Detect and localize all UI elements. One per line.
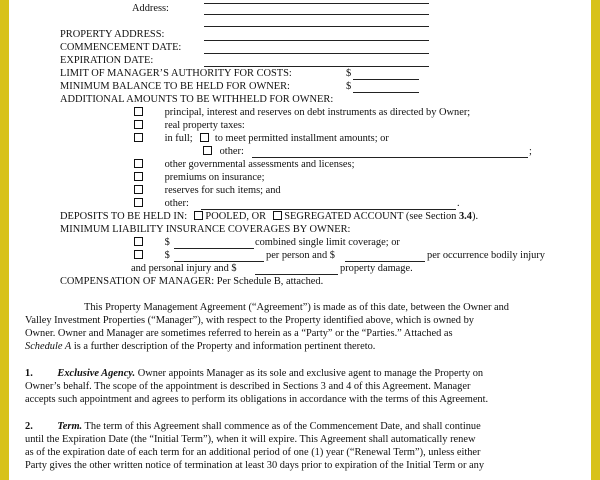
other1-end: ; [529,146,532,157]
document-page [9,0,591,480]
property-address-label: PROPERTY ADDRESS: [60,29,165,40]
expiration-date-label: EXPIRATION DATE: [60,55,154,66]
section-2-number: 2. [25,421,33,432]
per-person-checkbox[interactable] [134,250,143,259]
installment-text: to meet permitted installment amounts; or [214,133,389,144]
segregated-text: SEGREGATED ACCOUNT (see Section [284,211,457,222]
premiums-text: premiums on insurance; [164,172,265,183]
commencement-date-label: COMMENCEMENT DATE: [60,42,182,53]
section-1-line-2: Owner’s behalf. The scope of the appointment is described in Sections 3 and 4 of this Agreement. Manager [25,381,471,392]
in-full-checkbox[interactable] [134,133,143,142]
limit-authority-label: LIMIT OF MANAGER’S AUTHORITY FOR COSTS: [60,68,292,79]
other2-blank[interactable] [201,209,456,210]
premiums-checkbox[interactable] [134,172,143,181]
address-label: Address: [132,3,169,14]
other2-checkbox[interactable] [134,198,143,207]
minimum-balance-label: MINIMUM BALANCE TO BE HELD FOR OWNER: [60,81,290,92]
combined-amount-blank[interactable] [174,248,254,249]
liability-label: MINIMUM LIABILITY INSURANCE COVERAGES BY OWNER: [60,224,351,235]
limit-amount-blank[interactable] [353,79,419,80]
property-damage-amount-blank[interactable] [255,274,338,275]
minimum-dollar-sign: $ [346,81,352,92]
other1-blank[interactable] [252,157,528,158]
combined-dollar: $ [164,237,170,248]
taxes-checkbox[interactable] [134,120,143,129]
intro-line-2: Valley Investment Properties (“Manager”), with respect to the Property identified above, which is owned by [25,315,474,326]
section-1-title: Exclusive Agency. [57,368,136,379]
intro-line-1: This Property Management Agreement (“Agreement”) is made as of this date, between the Owner and [84,302,510,313]
per-person-amount-blank[interactable] [174,261,264,262]
section-1-line-3: accepts such appointment and agrees to perform its obligations in accordance with the terms of this Agreement. [25,394,489,405]
limit-dollar-sign: $ [346,68,352,79]
section-2-line-2: until the Expiration Date (the “Initial Term”), when it will expire. This Agreement shall automatically renew [25,434,476,445]
pooled-text: POOLED, OR [205,211,267,222]
other2-end: . [457,198,460,209]
other1-checkbox[interactable] [203,146,212,155]
taxes-text: real property taxes: [164,120,245,131]
section-1-number: 1. [25,368,33,379]
section-ref: 3.4 [458,211,472,222]
governmental-text: other governmental assessments and licenses; [164,159,355,170]
minimum-amount-blank[interactable] [353,92,419,93]
per-person-dollar: $ [164,250,170,261]
section-2-line-3: as of the expiration date of each term for an additional period of one (1) year (“Renewal Term”), unless either [25,447,481,458]
property-address-blank[interactable] [204,40,429,41]
combined-checkbox[interactable] [134,237,143,246]
deposits-label: DEPOSITS TO BE HELD IN: [60,211,188,222]
per-occurrence-amount-blank[interactable] [345,261,425,262]
schedule-a-ref: Schedule A [25,341,72,352]
governmental-checkbox[interactable] [134,159,143,168]
address-blank[interactable] [204,14,429,15]
commencement-date-blank[interactable] [204,53,429,54]
address-blank-2[interactable] [204,26,429,27]
property-damage-text: property damage. [340,263,413,274]
principal-checkbox[interactable] [134,107,143,116]
reserves-text: reserves for such items; and [164,185,281,196]
section-2-line-4: Party gives the other written notice of termination at least 30 days prior to expiration of the Initial Term or any [25,460,485,471]
intro-line-3: Owner. Owner and Manager are sometimes referred to herein as a “Party” or the “Parties.” Attached as [25,328,453,339]
installment-checkbox[interactable] [200,133,209,142]
section-2-title: Term. [57,421,83,432]
expiration-date-blank[interactable] [204,66,429,67]
per-occurrence-text: per occurrence bodily injury [427,250,546,261]
segregated-checkbox[interactable] [273,211,282,220]
other1-text: other: [219,146,244,157]
owner-name-blank[interactable] [204,3,429,4]
pooled-checkbox[interactable] [194,211,203,220]
intro-line-4: is a further description of the Property and information pertinent thereto. [71,341,376,352]
combined-text: combined single limit coverage; or [255,237,400,248]
compensation-line: COMPENSATION OF MANAGER: Per Schedule B, attached. [60,276,324,287]
personal-injury-text: and personal injury and $ [131,263,237,274]
in-full-text: in full; [164,133,193,144]
section-2-line-1: The term of this Agreement shall commence as of the Commencement Date, and shall continue [82,421,481,432]
section-1-line-1: Owner appoints Manager as its sole and exclusive agent to manage the Property on [135,368,484,379]
reserves-checkbox[interactable] [134,185,143,194]
section-ref-end: ). [471,211,479,222]
principal-text: principal, interest and reserves on debt instruments as directed by Owner; [164,107,471,118]
withheld-label: ADDITIONAL AMOUNTS TO BE WITHHELD FOR OWNER: [60,94,334,105]
other2-text: other: [164,198,189,209]
per-person-text: per person and $ [266,250,335,261]
